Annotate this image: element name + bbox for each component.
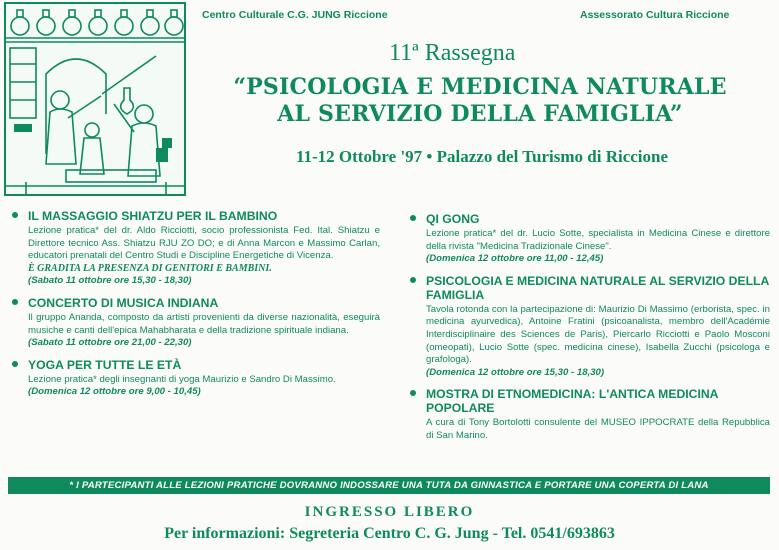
- bullet-icon: [410, 277, 416, 283]
- event-item-desc: Lezione pratica* degli insegnanti di yoga Maurizio e Sandro Di Massimo.: [28, 373, 336, 385]
- event-item-desc: Lezione pratica* del dr. Lucio Sotte, specialista in Medicina Cinese e direttore della rivista "Medicina Tradizionale Cinese".: [426, 228, 770, 252]
- bullet-icon: [410, 215, 416, 221]
- event-item: [12, 358, 380, 399]
- event-title: [190, 74, 770, 128]
- event-item-desc: Lezione pratica* del dr. Aldo Ricciotti, socio professionista Fed. Ital. Shiatzu e Direttore tecnico Ass. Shiatzu RJU ZO DO; e di Anna Marcon e Massimo Carlan, educatori prenatali del Centro Studi e Discipline Energetiche di Vicenza.: [28, 225, 380, 262]
- event-item-title: CONCERTO DI MUSICA INDIANA: [28, 295, 219, 310]
- event-item-title: MOSTRA DI ETNOMEDICINA: L'ANTICA MEDICINA POPOLARE: [426, 387, 718, 416]
- contact-info: Per informazioni: Segreteria Centro C. G. Jung - Tel. 0541/693863: [164, 525, 615, 542]
- organizer-left: Centro Culturale C.G. JUNG Riccione: [202, 9, 388, 21]
- events-column-left: [12, 209, 380, 407]
- event-title-line2: AL SERVIZIO DELLA FAMIGLIA”: [277, 101, 683, 127]
- event-item-title: PSICOLOGIA E MEDICINA NATURALE AL SERVIZIO DELLA FAMIGLIA: [426, 273, 769, 302]
- event-item: [12, 296, 380, 350]
- event-item-time: (Domenica 12 ottobre ore 9,00 - 10,45): [28, 386, 201, 398]
- bullet-icon: [410, 390, 416, 396]
- apothecary-woodcut-icon: [6, 4, 184, 194]
- organizer-right: Assessorato Cultura Riccione: [580, 9, 730, 21]
- admission-label: INGRESSO LIBERO: [304, 504, 475, 520]
- event-item: [410, 274, 770, 380]
- event-title-line1: “PSICOLOGIA E MEDICINA NATURALE: [233, 74, 727, 100]
- bullet-icon: [12, 361, 18, 367]
- event-item: [410, 387, 770, 442]
- event-item-time: (Sabato 11 ottobre ore 15,30 - 18,30): [28, 275, 192, 287]
- bullet-icon: [12, 212, 18, 218]
- event-item-desc: A cura di Tony Bortolotti consulente del MUSEO IPPOCRATE della Repubblica di San Marino.: [426, 417, 770, 441]
- event-item-desc: Il gruppo Ananda, composto da artisti provenienti da diverse nazionalità, eseguirà musiche e canti dell'epica Mahabharata e della tradizione spirituale indiana.: [28, 311, 380, 336]
- event-item-note: È GRADITA LA PRESENZA DI GENITORI E BAMBINI.: [28, 262, 272, 274]
- event-item-title: QI GONG: [426, 212, 480, 226]
- event-item: [12, 209, 380, 288]
- event-item-title: IL MASSAGGIO SHIATZU PER IL BAMBINO: [28, 209, 278, 223]
- event-item-time: (Domenica 12 ottobre ore 11,00 - 12,45): [426, 253, 604, 265]
- dateline: 11-12 Ottobre '97 • Palazzo del Turismo di Riccione: [295, 147, 669, 166]
- event-item-time: (Sabato 11 ottobre ore 21,00 - 22,30): [28, 337, 192, 349]
- event-item: [410, 212, 770, 266]
- event-item-desc: Tavola rotonda con la partecipazione di: Maurizio Di Massimo (erborista, spec. in medicina ayurvedica), Antoine Fratini (psicoanalista, membro dell'Académie Interdisciplinaire des Sciences de Paris), Piercarlo Ricciotti e Paolo Mosconi (omeopati), Lucio Sotte (spec. medicina cinese), Isabella Zucchi (psicologa e grafologa).: [426, 303, 770, 366]
- notice-banner: * I PARTECIPANTI ALLE LEZIONI PRATICHE DOVRANNO INDOSSARE UNA TUTA DA GINNASTICA E PORTARE UNA COPERTA DI LANA: [8, 477, 770, 494]
- event-item-time: (Domenica 12 ottobre ore 15,30 - 18,30): [426, 366, 605, 378]
- edition-label: 11ª Rassegna: [389, 40, 516, 66]
- events-column-right: [410, 212, 770, 451]
- bullet-icon: [12, 299, 18, 305]
- event-item-title: YOGA PER TUTTE LE ETÀ: [28, 357, 182, 372]
- woodcut-illustration: [4, 2, 186, 196]
